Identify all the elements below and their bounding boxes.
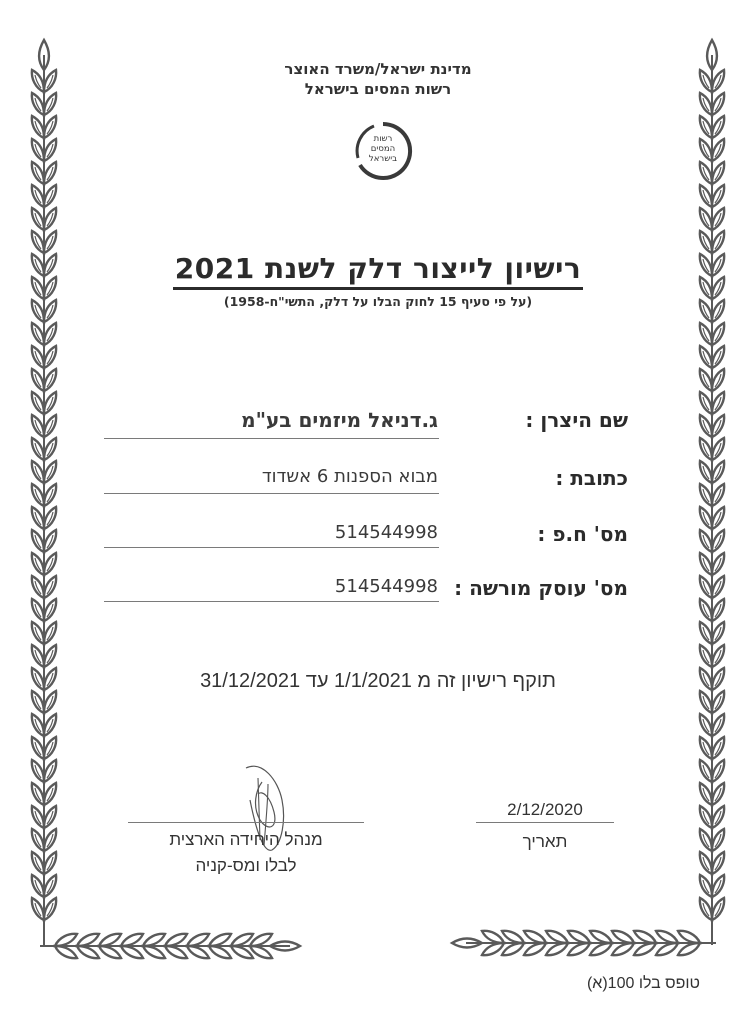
address-underline: [104, 493, 439, 494]
ministry-heading: מדינת ישראל/משרד האוצר: [284, 60, 472, 78]
seal-text-line: בישראל: [368, 154, 398, 164]
signature-line: [128, 822, 364, 823]
company-number-label: מס' ח.פ :: [537, 522, 628, 546]
issue-date-label: תאריך: [522, 832, 568, 851]
dealer-number-label: מס' עוסק מורשה :: [454, 576, 628, 600]
address-label: כתובת :: [555, 466, 628, 490]
seal-text: [352, 134, 414, 164]
dealer-number-value: 514544998: [334, 576, 438, 597]
company-number-value: 514544998: [334, 522, 438, 543]
license-title: [0, 252, 756, 285]
validity-period: תוקף רישיון זה מ 1/1/2021 עד 31/12/2021: [200, 670, 556, 692]
address-value: מבוא הספנות 6 אשדוד: [261, 466, 438, 487]
producer-name-value: ג.דניאל מיזמים בע"מ: [241, 408, 438, 432]
license-title-text: רישיון לייצור דלק לשנת 2021: [173, 252, 583, 290]
dealer-number-underline: [104, 601, 439, 602]
tax-authority-heading: רשות המסים בישראל: [304, 80, 452, 98]
company-number-underline: [104, 547, 439, 548]
seal-text-line: רשות: [373, 134, 393, 144]
form-code: טופס בלו 100(א): [586, 975, 700, 992]
producer-name-underline: [104, 438, 439, 439]
license-legal-basis: (על פי סעיף 15 לחוק הבלו על דלק, התשי"ח-1958): [223, 294, 533, 309]
tax-authority-seal-icon: [352, 120, 414, 182]
issue-date-line: [476, 822, 614, 823]
producer-name-label: שם היצרן :: [525, 408, 628, 432]
seal-text-line: המסים: [370, 144, 396, 154]
signatory-unit: לבלו ומס-קניה: [195, 856, 297, 875]
signatory-title: מנהל היחידה הארצית: [169, 830, 323, 849]
issue-date-value: 2/12/2020: [507, 800, 583, 819]
